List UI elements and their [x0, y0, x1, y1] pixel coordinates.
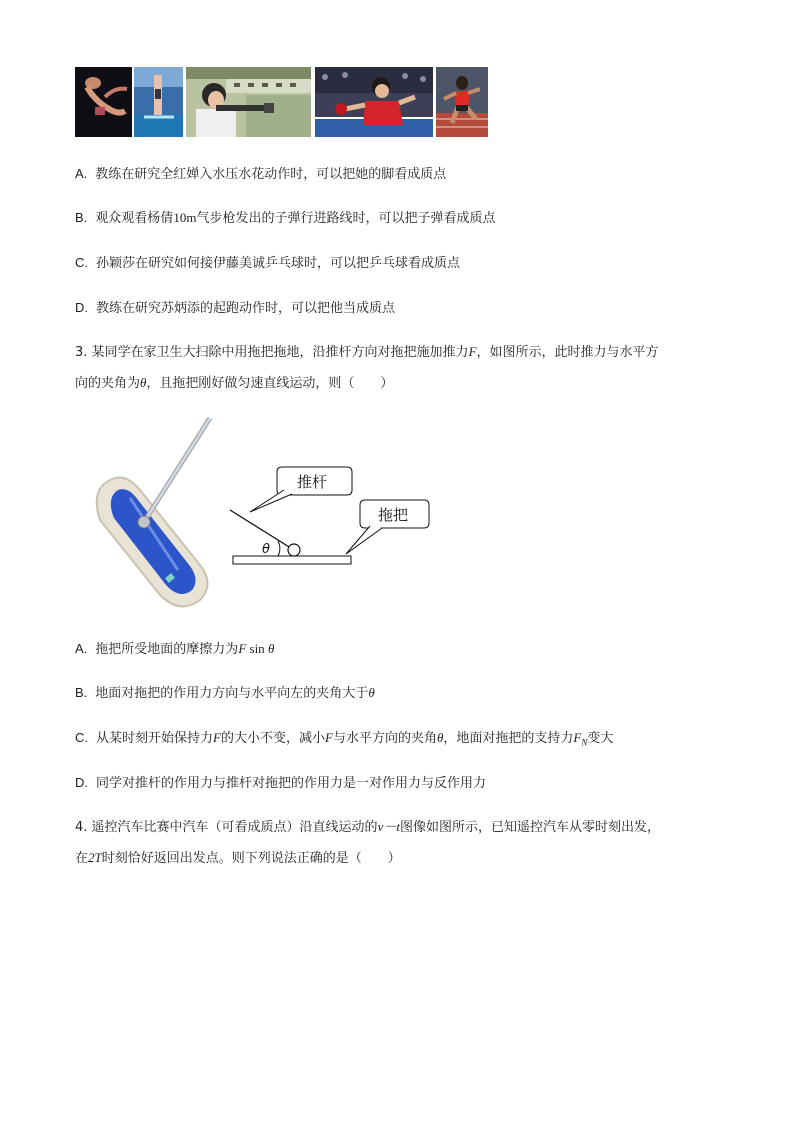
- mop-photo: [97, 418, 210, 606]
- q3-option-d: D. 同学对推杆的作用力与推杆对拖把的作用力是一对作用力与反作用力: [75, 775, 487, 791]
- q3-option-a: A. 拖把所受地面的摩擦力为F sin θ: [75, 641, 275, 657]
- diver-photo: [75, 67, 132, 137]
- q2-option-b: B. 观众观看杨倩10m气步枪发出的子弹行进路线时，可以把子弹看成质点: [75, 210, 496, 226]
- mop-label: 拖把: [378, 506, 409, 524]
- q3-option-c: C. 从某时刻开始保持力F的大小不变，减小F与水平方向的夹角θ，地面对拖把的支持力$F_N$变大: [75, 730, 614, 748]
- q3-stem-line1: 3. 某同学在家卫生大扫除中用拖把拖地，沿推杆方向对拖把施加推力F，如图所示，此时推力与水平方: [75, 344, 659, 360]
- rod-label: 推杆: [297, 473, 328, 491]
- table-tennis-photo: [315, 67, 433, 137]
- shooter-photo: [186, 67, 311, 137]
- sprinter-photo: [436, 67, 488, 137]
- q4-stem-line1: 4. 遥控汽车比赛中汽车（可看成质点）沿直线运动的v－t图像如图所示，已知遥控汽车从零时刻出发，: [75, 819, 660, 835]
- mop-schematic: [230, 467, 429, 564]
- angle-label: θ: [262, 542, 270, 557]
- q2-option-c: C. 孙颖莎在研究如何接伊藤美诚乒乓球时，可以把乒乓球看成质点: [75, 255, 461, 271]
- q2-option-a: A. 教练在研究全红婵入水压水花动作时，可以把她的脚看成质点: [75, 166, 447, 182]
- q2-option-d: D. 教练在研究苏炳添的起跑动作时，可以把他当成质点: [75, 300, 396, 316]
- q3-stem-line2: 向的夹角为θ，且拖把刚好做匀速直线运动，则（ ）: [75, 375, 394, 391]
- q3-figure: [70, 410, 470, 620]
- q3-option-b: B. 地面对拖把的作用力方向与水平向左的夹角大于θ: [75, 685, 375, 701]
- diver-underwater-photo: [134, 67, 183, 137]
- q4-stem-line2: 在2T时刻恰好返回出发点。则下列说法正确的是（ ）: [75, 850, 401, 866]
